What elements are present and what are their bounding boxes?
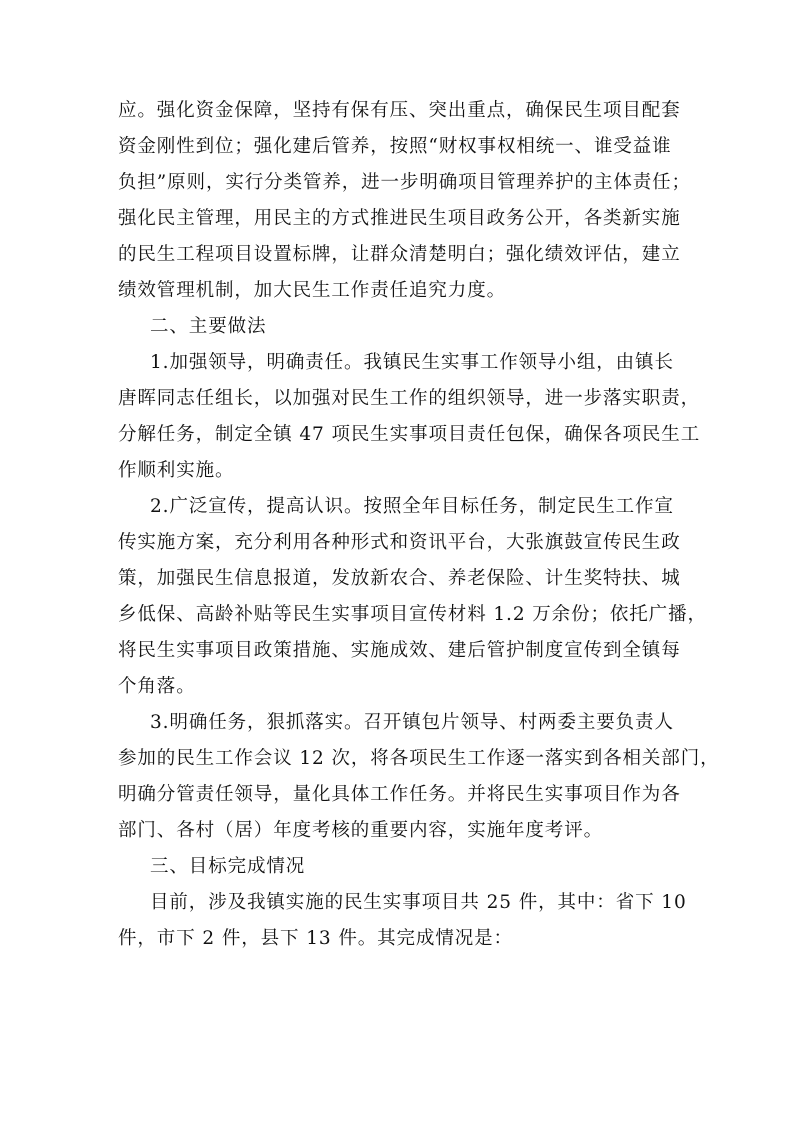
paragraph-line: 明确分管责任领导，量化具体工作任务。并将民生实事项目作为各 xyxy=(118,784,681,805)
paragraph-line: 策，加强民生信息报道，发放新农合、养老保险、计生奖特扶、城 xyxy=(118,568,681,589)
paragraph-line: 的民生工程项目设置标牌，让群众清楚明白；强化绩效评估，建立 xyxy=(118,244,681,265)
paragraph-line: 3.明确任务，狠抓落实。召开镇包片领导、村两委主要负责人 xyxy=(150,712,674,733)
paragraph-line: 将民生实事项目政策措施、实施成效、建后管护制度宣传到全镇每 xyxy=(118,640,681,661)
paragraph-line: 分解任务，制定全镇 47 项民生实事项目责任包保，确保各项民生工 xyxy=(118,424,701,445)
paragraph-line: 资金刚性到位；强化建后管养，按照“财权事权相统一、谁受益谁 xyxy=(118,136,672,157)
paragraph-line: 件，市下 2 件，县下 13 件。其完成情况是： xyxy=(118,928,513,949)
paragraph-line: 负担”原则，实行分类管养，进一步明确项目管理养护的主体责任； xyxy=(118,172,691,193)
paragraph-line: 唐晖同志任组长，以加强对民生工作的组织领导，进一步落实职责， xyxy=(118,388,701,409)
paragraph-line: 应。强化资金保障，坚持有保有压、突出重点，确保民生项目配套 xyxy=(118,100,681,121)
paragraph-line: 部门、各村（居）年度考核的重要内容，实施年度考评。 xyxy=(118,820,604,841)
paragraph-line: 绩效管理机制，加大民生工作责任追究力度。 xyxy=(118,280,507,301)
paragraph-line: 强化民主管理，用民主的方式推进民生项目政务公开，各类新实施 xyxy=(118,208,681,229)
section-heading-main-practices: 二、主要做法 xyxy=(150,316,267,337)
paragraph-line: 作顺利实施。 xyxy=(118,460,235,481)
paragraph-line: 个角落。 xyxy=(118,676,196,697)
paragraph-line: 传实施方案，充分利用各种形式和资讯平台，大张旗鼓宣传民生政 xyxy=(118,532,681,553)
paragraph-line: 1.加强领导，明确责任。我镇民生实事工作领导小组，由镇长 xyxy=(150,352,674,373)
paragraph-line: 目前，涉及我镇实施的民生实事项目共 25 件，其中：省下 10 xyxy=(150,892,687,913)
section-heading-target-completion: 三、目标完成情况 xyxy=(150,856,306,877)
paragraph-line: 2.广泛宣传，提高认识。按照全年目标任务，制定民生工作宣 xyxy=(150,496,674,517)
paragraph-line: 参加的民生工作会议 12 次，将各项民生工作逐一落实到各相关部门， xyxy=(118,748,720,769)
paragraph-line: 乡低保、高龄补贴等民生实事项目宣传材料 1.2 万余份；依托广播， xyxy=(118,604,707,625)
